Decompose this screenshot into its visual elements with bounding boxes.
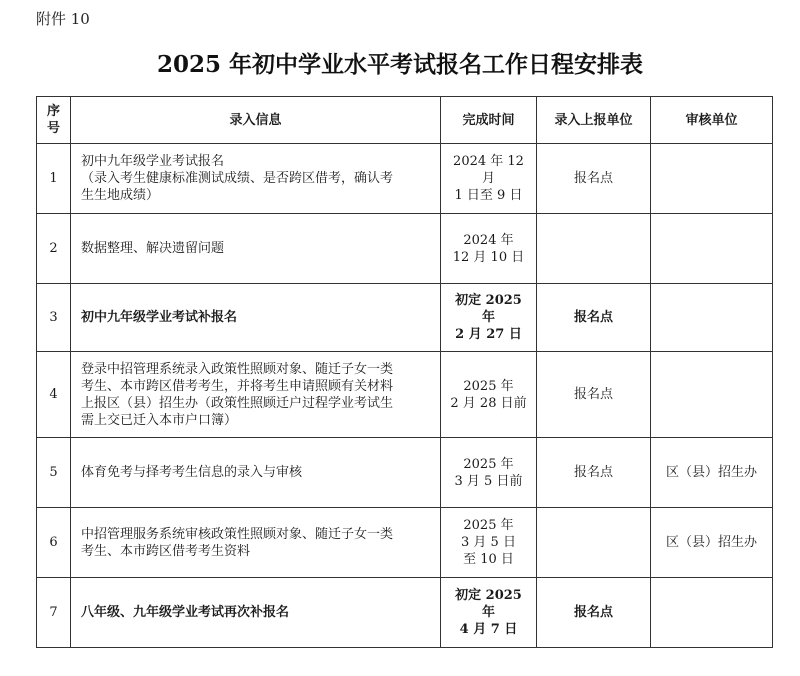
- cell-line: 至 10 日: [463, 552, 514, 567]
- cell-line: 2025 年: [463, 378, 514, 394]
- cell-line: 体育免考与择考考生信息的录入与审核: [81, 465, 303, 480]
- cell-line: （录入考生健康标准测试成绩、是否跨区借考，确认考: [81, 171, 394, 186]
- cell-reviewer: [651, 578, 773, 648]
- cell-info: [71, 578, 441, 648]
- cell-text: 3: [49, 310, 58, 325]
- col-header-seq-label: 序号: [47, 104, 61, 136]
- cell-reporter: [537, 352, 651, 438]
- col-header-seq: [37, 97, 71, 144]
- annex-label: 附件 10: [36, 10, 90, 28]
- col-header-time: 完成时间: [441, 97, 537, 144]
- table-row: [37, 438, 773, 508]
- cell-reviewer: [651, 438, 773, 508]
- cell-line: 3 月 5 日: [461, 535, 516, 550]
- cell-seq: [37, 438, 71, 508]
- cell-time: [441, 508, 537, 578]
- col-header-reviewer: 审核单位: [651, 97, 773, 144]
- cell-line: 2 月 28 日前: [450, 395, 527, 411]
- cell-line: 数据整理、解决遗留问题: [81, 241, 225, 256]
- col-header-reporter: 录入上报单位: [537, 97, 651, 144]
- cell-reviewer: [651, 508, 773, 578]
- cell-text: 1: [49, 171, 58, 186]
- cell-info: [71, 214, 441, 284]
- cell-text: 6: [49, 535, 58, 550]
- cell-line: 2024 年 12 月: [453, 154, 524, 186]
- cell-line: 登录中招管理系统录入政策性照顾对象、随迁子女一类: [81, 361, 394, 377]
- cell-line: 2025 年: [463, 456, 514, 472]
- cell-reviewer: [651, 214, 773, 284]
- cell-line: 上报区（县）招生办（政策性照顾迁户过程学业考试生: [81, 395, 394, 411]
- col-header-info: 录入信息: [71, 97, 441, 144]
- page-title: 2025 年初中学业水平考试报名工作日程安排表: [156, 51, 644, 78]
- cell-reviewer: [651, 352, 773, 438]
- cell-time: [441, 284, 537, 352]
- cell-time: [441, 438, 537, 508]
- cell-time: [441, 578, 537, 648]
- cell-line: 2024 年: [463, 232, 514, 248]
- table-row: [37, 214, 773, 284]
- cell-text: 报名点: [573, 465, 613, 480]
- cell-text: 区（县）招生办: [665, 465, 757, 480]
- cell-text: 报名点: [573, 387, 613, 402]
- cell-line: 1 日至 9 日: [454, 188, 523, 203]
- cell-reporter: [537, 284, 651, 352]
- cell-text: 2: [49, 241, 58, 256]
- table-row: [37, 578, 773, 648]
- table-row: [37, 144, 773, 214]
- cell-text: 报名点: [573, 605, 613, 620]
- table-body: [37, 144, 773, 648]
- cell-line: 2 月 27 日: [455, 327, 522, 342]
- cell-text: 区（县）招生办: [665, 535, 757, 550]
- cell-line: 12 月 10 日: [452, 249, 525, 265]
- cell-time: [441, 214, 537, 284]
- cell-time: [441, 144, 537, 214]
- cell-line: 2025 年: [463, 518, 514, 533]
- cell-seq: [37, 144, 71, 214]
- cell-line: 初定 2025 年: [455, 588, 522, 620]
- cell-info: [71, 508, 441, 578]
- cell-seq: [37, 214, 71, 284]
- cell-info: [71, 352, 441, 438]
- table-header-row: [37, 97, 773, 144]
- cell-reporter: [537, 578, 651, 648]
- cell-text: 报名点: [573, 171, 613, 186]
- cell-text: 7: [49, 605, 58, 620]
- cell-line: 中招管理服务系统审核政策性照顾对象、随迁子女一类: [81, 526, 394, 542]
- cell-line: 需上交已迁入本市户口簿）: [81, 412, 238, 428]
- table-row: [37, 352, 773, 438]
- cell-reporter: [537, 144, 651, 214]
- cell-line: 初中九年级学业考试补报名: [81, 310, 238, 325]
- cell-line: 初定 2025 年: [455, 293, 522, 325]
- table-row: [37, 284, 773, 352]
- cell-line: 考生、本市跨区借考考生，并将考生申请照顾有关材料: [81, 378, 394, 394]
- cell-reporter: [537, 508, 651, 578]
- cell-reporter: [537, 438, 651, 508]
- cell-line: 初中九年级学业考试报名: [81, 154, 225, 169]
- cell-info: [71, 284, 441, 352]
- cell-seq: [37, 578, 71, 648]
- cell-reviewer: [651, 144, 773, 214]
- cell-reporter: [537, 214, 651, 284]
- cell-line: 3 月 5 日前: [454, 473, 523, 489]
- cell-line: 考生、本市跨区借考考生资料: [81, 543, 251, 559]
- schedule-table: [36, 96, 773, 648]
- cell-seq: [37, 508, 71, 578]
- cell-seq: [37, 352, 71, 438]
- cell-reviewer: [651, 284, 773, 352]
- cell-info: [71, 438, 441, 508]
- cell-text: 报名点: [573, 310, 613, 325]
- cell-text: 4: [49, 387, 58, 402]
- cell-time: [441, 352, 537, 438]
- cell-line: 4 月 7 日: [459, 622, 518, 637]
- cell-info: [71, 144, 441, 214]
- cell-seq: [37, 284, 71, 352]
- table-row: [37, 508, 773, 578]
- cell-line: 八年级、九年级学业考试再次补报名: [81, 605, 290, 620]
- cell-text: 5: [49, 465, 58, 480]
- cell-line: 生生地成绩）: [81, 188, 160, 203]
